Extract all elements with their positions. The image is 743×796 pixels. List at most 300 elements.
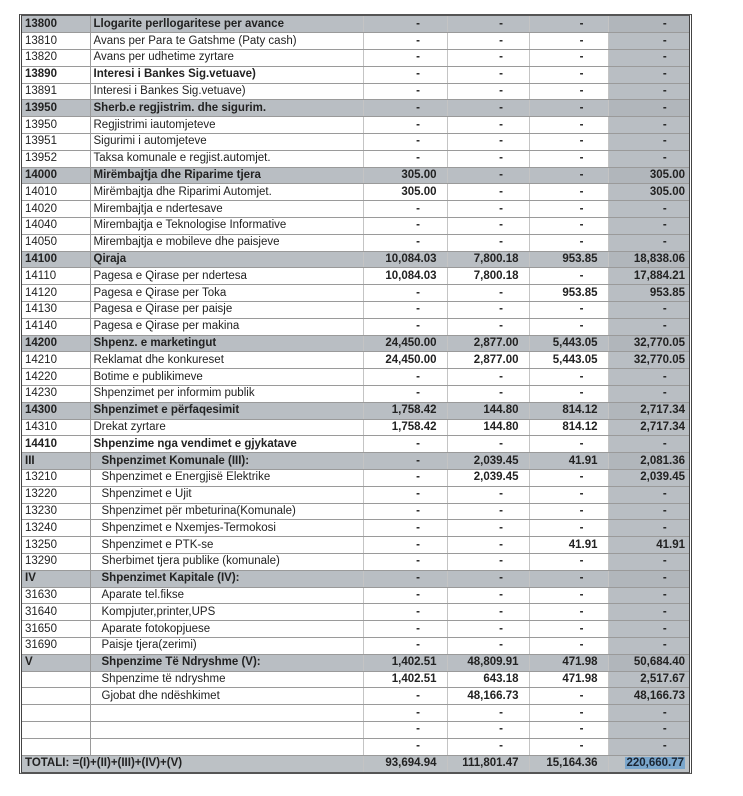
value-col1-cell[interactable]: 1,758.42 — [363, 419, 447, 436]
description-cell[interactable]: Pagesa e Qirase per Toka — [90, 285, 363, 302]
description-cell[interactable]: Kompjuter,printer,UPS — [90, 604, 363, 621]
value-col3-cell[interactable]: - — [529, 302, 608, 319]
description-cell[interactable]: Shpenzimet per informim publik — [90, 386, 363, 403]
value-total-cell[interactable]: - — [608, 117, 689, 134]
value-col1-cell[interactable]: - — [363, 637, 447, 654]
value-col2-cell[interactable]: 7,800.18 — [447, 268, 529, 285]
value-col1-cell[interactable]: 1,402.51 — [363, 671, 447, 688]
value-col2-cell[interactable]: - — [447, 503, 529, 520]
account-code-cell[interactable]: 13950 — [22, 100, 90, 117]
value-col3-cell[interactable]: - — [529, 268, 608, 285]
value-col2-cell[interactable]: - — [447, 33, 529, 50]
value-total-cell[interactable]: - — [608, 486, 689, 503]
value-col1-cell[interactable]: 24,450.00 — [363, 352, 447, 369]
account-code-cell[interactable]: 14010 — [22, 184, 90, 201]
table-row — [22, 83, 689, 100]
value-col1-cell[interactable]: - — [363, 66, 447, 83]
value-col1-cell[interactable]: - — [363, 705, 447, 722]
value-total-cell[interactable]: - — [608, 100, 689, 117]
table-body — [22, 16, 689, 755]
account-code-cell[interactable]: 13820 — [22, 50, 90, 67]
description-cell[interactable]: Shpenzimet për mbeturina(Komunale) — [90, 503, 363, 520]
account-code-cell[interactable]: 14310 — [22, 419, 90, 436]
expenditure-table-sheet — [19, 14, 692, 774]
value-col2-cell[interactable]: 48,809.91 — [447, 654, 529, 671]
value-col2-cell[interactable]: - — [447, 16, 529, 33]
value-total-cell[interactable]: 953.85 — [608, 285, 689, 302]
description-cell[interactable]: Shpenzimet e Energjisë Elektrike — [90, 470, 363, 487]
value-col2-cell[interactable]: - — [447, 83, 529, 100]
value-col2-cell[interactable]: - — [447, 167, 529, 184]
value-col2-cell[interactable]: - — [447, 721, 529, 738]
description-cell[interactable]: Mirembajtja e ndertesave — [90, 201, 363, 218]
value-col1-cell[interactable]: - — [363, 386, 447, 403]
value-col1-cell[interactable]: - — [363, 234, 447, 251]
account-code-cell[interactable] — [22, 688, 90, 705]
description-cell[interactable]: Aparate fotokopjuese — [90, 621, 363, 638]
description-cell[interactable]: Avans per Para te Gatshme (Paty cash) — [90, 33, 363, 50]
account-code-cell[interactable] — [22, 721, 90, 738]
value-col2-cell[interactable]: - — [447, 66, 529, 83]
value-col3-cell[interactable]: - — [529, 33, 608, 50]
value-col1-cell[interactable]: - — [363, 520, 447, 537]
value-col1-cell[interactable]: - — [363, 570, 447, 587]
value-total-cell[interactable]: - — [608, 33, 689, 50]
account-code-cell[interactable]: 14300 — [22, 402, 90, 419]
value-total-cell[interactable]: 50,684.40 — [608, 654, 689, 671]
account-code-cell[interactable]: 31640 — [22, 604, 90, 621]
total-value-grand[interactable] — [608, 755, 689, 772]
account-code-cell[interactable]: 14230 — [22, 386, 90, 403]
account-code-cell[interactable]: 14140 — [22, 318, 90, 335]
value-col1-cell[interactable]: - — [363, 83, 447, 100]
table-row — [22, 554, 689, 571]
value-col3-cell[interactable]: - — [529, 369, 608, 386]
account-code-cell[interactable]: 14020 — [22, 201, 90, 218]
value-col2-cell[interactable]: - — [447, 520, 529, 537]
value-col2-cell[interactable]: - — [447, 386, 529, 403]
account-code-cell[interactable] — [22, 738, 90, 755]
value-col1-cell[interactable]: - — [363, 503, 447, 520]
account-code-cell[interactable]: 31650 — [22, 621, 90, 638]
total-row — [22, 755, 689, 772]
description-cell[interactable]: Pagesa e Qirase per paisje — [90, 302, 363, 319]
value-total-cell[interactable]: - — [608, 50, 689, 67]
table-row — [22, 654, 689, 671]
table-row — [22, 705, 689, 722]
value-col3-cell[interactable]: - — [529, 587, 608, 604]
value-col3-cell[interactable]: - — [529, 218, 608, 235]
description-cell[interactable]: Regjistrimi iautomjeteve — [90, 117, 363, 134]
value-col2-cell[interactable]: - — [447, 302, 529, 319]
table-row — [22, 637, 689, 654]
value-col3-cell[interactable]: - — [529, 520, 608, 537]
account-code-cell[interactable]: 31630 — [22, 587, 90, 604]
account-code-cell[interactable]: 13240 — [22, 520, 90, 537]
value-col2-cell[interactable]: 2,039.45 — [447, 453, 529, 470]
description-cell[interactable]: Drekat zyrtare — [90, 419, 363, 436]
value-col1-cell[interactable]: - — [363, 285, 447, 302]
value-col3-cell[interactable]: 5,443.05 — [529, 352, 608, 369]
value-col2-cell[interactable]: - — [447, 587, 529, 604]
table-row — [22, 721, 689, 738]
account-code-cell[interactable]: 13950 — [22, 117, 90, 134]
value-total-cell[interactable]: - — [608, 150, 689, 167]
value-total-cell[interactable]: 2,717.34 — [608, 402, 689, 419]
value-col3-cell[interactable]: - — [529, 554, 608, 571]
account-code-cell[interactable]: 14100 — [22, 251, 90, 268]
value-total-cell[interactable]: - — [608, 386, 689, 403]
value-col3-cell[interactable]: - — [529, 436, 608, 453]
value-col2-cell[interactable]: - — [447, 50, 529, 67]
value-total-cell[interactable]: - — [608, 134, 689, 151]
description-cell[interactable]: Aparate tel.fikse — [90, 587, 363, 604]
value-col3-cell[interactable]: - — [529, 604, 608, 621]
value-col2-cell[interactable]: - — [447, 369, 529, 386]
value-col3-cell[interactable]: - — [529, 234, 608, 251]
value-col3-cell[interactable]: - — [529, 637, 608, 654]
value-col1-cell[interactable]: - — [363, 688, 447, 705]
value-col1-cell[interactable]: - — [363, 302, 447, 319]
table-row — [22, 218, 689, 235]
table-row — [22, 201, 689, 218]
value-total-cell[interactable]: 305.00 — [608, 167, 689, 184]
value-total-cell[interactable]: - — [608, 554, 689, 571]
value-col3-cell[interactable]: - — [529, 705, 608, 722]
value-total-cell[interactable]: - — [608, 738, 689, 755]
value-col2-cell[interactable]: - — [447, 201, 529, 218]
account-code-cell[interactable] — [22, 671, 90, 688]
account-code-cell[interactable]: 14410 — [22, 436, 90, 453]
value-col1-cell[interactable]: - — [363, 150, 447, 167]
description-cell[interactable]: Shpenzimet Kapitale (IV): — [90, 570, 363, 587]
value-col2-cell[interactable]: 2,039.45 — [447, 470, 529, 487]
value-col3-cell[interactable]: 814.12 — [529, 402, 608, 419]
value-col1-cell[interactable]: - — [363, 436, 447, 453]
value-col1-cell[interactable]: - — [363, 604, 447, 621]
description-cell[interactable]: Sherbimet tjera publike (komunale) — [90, 554, 363, 571]
value-col2-cell[interactable]: - — [447, 100, 529, 117]
account-code-cell[interactable]: III — [22, 453, 90, 470]
value-col2-cell[interactable]: - — [447, 234, 529, 251]
value-col2-cell[interactable]: 144.80 — [447, 419, 529, 436]
value-col3-cell[interactable]: - — [529, 738, 608, 755]
value-total-cell[interactable]: - — [608, 318, 689, 335]
table-row — [22, 520, 689, 537]
value-col2-cell[interactable]: - — [447, 604, 529, 621]
table-row — [22, 486, 689, 503]
value-col2-cell[interactable]: - — [447, 738, 529, 755]
value-total-cell[interactable]: 18,838.06 — [608, 251, 689, 268]
description-cell[interactable]: Paisje tjera(zerimi) — [90, 637, 363, 654]
value-total-cell[interactable]: - — [608, 520, 689, 537]
value-col3-cell[interactable]: 41.91 — [529, 453, 608, 470]
value-col2-cell[interactable]: 144.80 — [447, 402, 529, 419]
value-col3-cell[interactable]: - — [529, 386, 608, 403]
value-col3-cell[interactable]: - — [529, 201, 608, 218]
account-code-cell[interactable]: 14040 — [22, 218, 90, 235]
value-total-cell[interactable]: - — [608, 83, 689, 100]
value-col1-cell[interactable]: - — [363, 621, 447, 638]
value-col3-cell[interactable]: - — [529, 100, 608, 117]
value-col3-cell[interactable]: - — [529, 503, 608, 520]
description-cell[interactable]: Taksa komunale e regjist.automjet. — [90, 150, 363, 167]
account-code-cell[interactable]: 13230 — [22, 503, 90, 520]
description-cell[interactable]: Shpenzime Të Ndryshme (V): — [90, 654, 363, 671]
value-col1-cell[interactable]: - — [363, 738, 447, 755]
value-col2-cell[interactable]: - — [447, 117, 529, 134]
description-cell[interactable]: Reklamat dhe konkureset — [90, 352, 363, 369]
value-col2-cell[interactable]: - — [447, 621, 529, 638]
value-col3-cell[interactable]: 953.85 — [529, 285, 608, 302]
value-total-cell[interactable]: - — [608, 369, 689, 386]
value-total-cell[interactable]: - — [608, 436, 689, 453]
value-col3-cell[interactable]: - — [529, 16, 608, 33]
value-col1-cell[interactable]: - — [363, 318, 447, 335]
value-col3-cell[interactable]: 814.12 — [529, 419, 608, 436]
value-col3-cell[interactable]: - — [529, 470, 608, 487]
account-code-cell[interactable]: 14050 — [22, 234, 90, 251]
value-col3-cell[interactable]: - — [529, 150, 608, 167]
value-total-cell[interactable]: 2,039.45 — [608, 470, 689, 487]
value-col3-cell[interactable]: 471.98 — [529, 671, 608, 688]
value-col2-cell[interactable]: - — [447, 705, 529, 722]
table-row — [22, 453, 689, 470]
value-total-cell[interactable]: 2,717.34 — [608, 419, 689, 436]
description-cell[interactable]: Llogarite perllogaritese per avance — [90, 16, 363, 33]
account-code-cell[interactable]: 13250 — [22, 537, 90, 554]
value-col2-cell[interactable]: - — [447, 134, 529, 151]
description-cell[interactable]: Shpenzimet Komunale (III): — [90, 453, 363, 470]
table-row — [22, 671, 689, 688]
description-cell[interactable]: Shpenzimet e Nxemjes-Termokosi — [90, 520, 363, 537]
value-col2-cell[interactable]: 643.18 — [447, 671, 529, 688]
value-col2-cell[interactable]: - — [447, 150, 529, 167]
account-code-cell[interactable]: 13810 — [22, 33, 90, 50]
value-col3-cell[interactable]: - — [529, 486, 608, 503]
value-total-cell[interactable]: - — [608, 234, 689, 251]
value-col2-cell[interactable]: - — [447, 318, 529, 335]
value-col1-cell[interactable]: - — [363, 369, 447, 386]
description-cell[interactable]: Botime e publikimeve — [90, 369, 363, 386]
value-col1-cell[interactable]: 10,084.03 — [363, 268, 447, 285]
value-col1-cell[interactable]: - — [363, 33, 447, 50]
value-col1-cell[interactable]: - — [363, 218, 447, 235]
table-row — [22, 150, 689, 167]
value-col3-cell[interactable]: - — [529, 117, 608, 134]
description-cell[interactable]: Shpenzimet e përfaqesimit — [90, 402, 363, 419]
value-col2-cell[interactable]: 48,166.73 — [447, 688, 529, 705]
value-col3-cell[interactable]: - — [529, 318, 608, 335]
description-cell[interactable] — [90, 738, 363, 755]
value-col1-cell[interactable]: 24,450.00 — [363, 335, 447, 352]
value-col3-cell[interactable]: - — [529, 621, 608, 638]
account-code-cell[interactable]: IV — [22, 570, 90, 587]
value-col3-cell[interactable]: - — [529, 570, 608, 587]
value-total-cell[interactable]: - — [608, 66, 689, 83]
value-col1-cell[interactable]: 305.00 — [363, 184, 447, 201]
account-code-cell[interactable]: 14220 — [22, 369, 90, 386]
value-col1-cell[interactable]: - — [363, 50, 447, 67]
value-col1-cell[interactable]: - — [363, 554, 447, 571]
account-code-cell[interactable]: 13952 — [22, 150, 90, 167]
value-total-cell[interactable]: 2,081.36 — [608, 453, 689, 470]
value-total-cell[interactable]: - — [608, 587, 689, 604]
account-code-cell[interactable]: 13210 — [22, 470, 90, 487]
value-col1-cell[interactable]: - — [363, 486, 447, 503]
description-cell[interactable]: Mirembajtja e mobileve dhe paisjeve — [90, 234, 363, 251]
value-total-cell[interactable]: - — [608, 705, 689, 722]
value-col2-cell[interactable]: - — [447, 218, 529, 235]
account-code-cell[interactable]: 14000 — [22, 167, 90, 184]
table-row — [22, 167, 689, 184]
account-code-cell[interactable] — [22, 705, 90, 722]
description-cell[interactable]: Sherb.e regjistrim. dhe sigurim. — [90, 100, 363, 117]
table-row — [22, 604, 689, 621]
value-col1-cell[interactable]: - — [363, 537, 447, 554]
table-row — [22, 386, 689, 403]
value-col2-cell[interactable]: 2,877.00 — [447, 335, 529, 352]
value-col2-cell[interactable]: - — [447, 554, 529, 571]
value-total-cell[interactable]: - — [608, 503, 689, 520]
value-col1-cell[interactable]: - — [363, 470, 447, 487]
account-code-cell[interactable]: 14200 — [22, 335, 90, 352]
description-cell[interactable]: Mirëmbajtja dhe Riparimi Automjet. — [90, 184, 363, 201]
value-total-cell[interactable]: 17,884.21 — [608, 268, 689, 285]
value-col1-cell[interactable]: 10,084.03 — [363, 251, 447, 268]
value-col1-cell[interactable]: - — [363, 100, 447, 117]
value-total-cell[interactable]: - — [608, 218, 689, 235]
total-value-col3: 15,164.36 — [529, 755, 608, 772]
value-total-cell[interactable]: - — [608, 604, 689, 621]
value-col3-cell[interactable]: 41.91 — [529, 537, 608, 554]
value-total-cell[interactable]: 2,517.67 — [608, 671, 689, 688]
value-col2-cell[interactable]: 7,800.18 — [447, 251, 529, 268]
account-code-cell[interactable]: 13800 — [22, 16, 90, 33]
value-total-cell[interactable]: 48,166.73 — [608, 688, 689, 705]
table-row — [22, 318, 689, 335]
value-total-cell[interactable]: - — [608, 621, 689, 638]
table-row — [22, 621, 689, 638]
value-col3-cell[interactable]: - — [529, 66, 608, 83]
table-row — [22, 33, 689, 50]
value-col1-cell[interactable]: - — [363, 16, 447, 33]
value-total-cell[interactable]: 32,770.05 — [608, 335, 689, 352]
value-col1-cell[interactable]: - — [363, 587, 447, 604]
description-cell[interactable]: Shpenz. e marketingut — [90, 335, 363, 352]
description-cell[interactable]: Shpenzimet e PTK-se — [90, 537, 363, 554]
value-total-cell[interactable]: - — [608, 16, 689, 33]
table-row — [22, 100, 689, 117]
table-row — [22, 587, 689, 604]
value-col3-cell[interactable]: 471.98 — [529, 654, 608, 671]
account-code-cell[interactable]: 14130 — [22, 302, 90, 319]
value-col2-cell[interactable]: 2,877.00 — [447, 352, 529, 369]
description-cell[interactable]: Shpenzimet e Ujit — [90, 486, 363, 503]
value-col3-cell[interactable]: - — [529, 83, 608, 100]
description-cell[interactable]: Sigurimi i automjeteve — [90, 134, 363, 151]
value-total-cell[interactable]: 32,770.05 — [608, 352, 689, 369]
description-cell[interactable]: Shpenzime të ndryshme — [90, 671, 363, 688]
value-col2-cell[interactable]: - — [447, 184, 529, 201]
table-row — [22, 738, 689, 755]
value-total-cell[interactable]: - — [608, 302, 689, 319]
value-col3-cell[interactable]: - — [529, 688, 608, 705]
value-col2-cell[interactable]: - — [447, 537, 529, 554]
account-code-cell[interactable]: 13891 — [22, 83, 90, 100]
table-row — [22, 268, 689, 285]
value-col3-cell[interactable]: 953.85 — [529, 251, 608, 268]
value-col1-cell[interactable]: 1,758.42 — [363, 402, 447, 419]
table-row — [22, 688, 689, 705]
value-col3-cell[interactable]: - — [529, 721, 608, 738]
description-cell[interactable]: Qiraja — [90, 251, 363, 268]
value-col3-cell[interactable]: - — [529, 167, 608, 184]
value-col2-cell[interactable]: - — [447, 486, 529, 503]
value-col2-cell[interactable]: - — [447, 570, 529, 587]
total-label: TOTALI: =(I)+(II)+(III)+(IV)+(V) — [22, 755, 363, 772]
value-col1-cell[interactable]: - — [363, 134, 447, 151]
description-cell[interactable] — [90, 705, 363, 722]
value-col3-cell[interactable]: - — [529, 184, 608, 201]
value-col2-cell[interactable]: - — [447, 285, 529, 302]
table-row — [22, 50, 689, 67]
table-row — [22, 302, 689, 319]
value-col1-cell[interactable]: - — [363, 721, 447, 738]
account-code-cell[interactable]: 13890 — [22, 66, 90, 83]
value-col2-cell[interactable]: - — [447, 436, 529, 453]
value-col1-cell[interactable]: - — [363, 201, 447, 218]
value-col1-cell[interactable]: - — [363, 117, 447, 134]
account-code-cell[interactable]: 14110 — [22, 268, 90, 285]
description-cell[interactable]: Pagesa e Qirase per ndertesa — [90, 268, 363, 285]
value-col3-cell[interactable]: - — [529, 50, 608, 67]
description-cell[interactable]: Mirëmbajtja dhe Riparime tjera — [90, 167, 363, 184]
description-cell[interactable] — [90, 721, 363, 738]
value-total-cell[interactable]: 41.91 — [608, 537, 689, 554]
account-code-cell[interactable]: V — [22, 654, 90, 671]
value-col1-cell[interactable]: 305.00 — [363, 167, 447, 184]
table-row — [22, 134, 689, 151]
account-code-cell[interactable]: 13951 — [22, 134, 90, 151]
value-total-cell[interactable]: - — [608, 721, 689, 738]
value-col1-cell[interactable]: - — [363, 453, 447, 470]
table-row — [22, 16, 689, 33]
description-cell[interactable]: Shpenzime nga vendimet e gjykatave — [90, 436, 363, 453]
description-cell[interactable]: Pagesa e Qirase per makina — [90, 318, 363, 335]
account-code-cell[interactable]: 13290 — [22, 554, 90, 571]
value-total-cell[interactable]: - — [608, 201, 689, 218]
table-row — [22, 66, 689, 83]
value-col2-cell[interactable]: - — [447, 637, 529, 654]
description-cell[interactable]: Interesi i Bankes Sig.vetuave) — [90, 66, 363, 83]
description-cell[interactable]: Gjobat dhe ndëshkimet — [90, 688, 363, 705]
value-total-cell[interactable]: - — [608, 637, 689, 654]
value-col3-cell[interactable]: 5,443.05 — [529, 335, 608, 352]
account-code-cell[interactable]: 13220 — [22, 486, 90, 503]
description-cell[interactable]: Interesi i Bankes Sig.vetuave) — [90, 83, 363, 100]
table-row — [22, 419, 689, 436]
account-code-cell[interactable]: 14120 — [22, 285, 90, 302]
value-total-cell[interactable]: 305.00 — [608, 184, 689, 201]
value-col3-cell[interactable]: - — [529, 134, 608, 151]
value-col1-cell[interactable]: 1,402.51 — [363, 654, 447, 671]
description-cell[interactable]: Mirembajtja e Teknologise Informative — [90, 218, 363, 235]
account-code-cell[interactable]: 31690 — [22, 637, 90, 654]
account-code-cell[interactable]: 14210 — [22, 352, 90, 369]
description-cell[interactable]: Avans per udhetime zyrtare — [90, 50, 363, 67]
value-total-cell[interactable]: - — [608, 570, 689, 587]
